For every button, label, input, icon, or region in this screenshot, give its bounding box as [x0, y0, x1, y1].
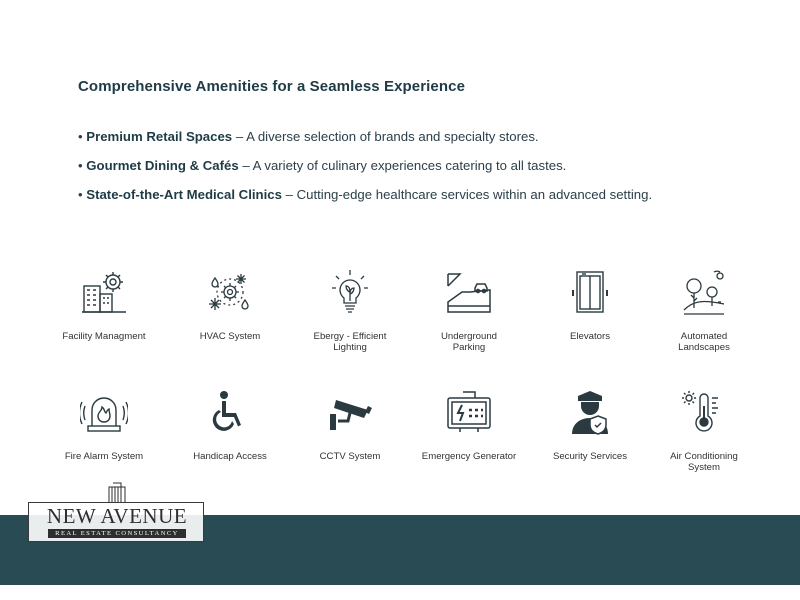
amenity-elevators [530, 268, 650, 342]
amenity-label: CCTV System [319, 451, 381, 462]
amenity-label: Elevators [570, 331, 610, 342]
amenity-label: Handicap Access [193, 451, 267, 462]
feature-item: • State-of-the-Art Medical Clinics – Cutting-edge healthcare services within an advanced setting. [78, 187, 653, 202]
amenity-label: Fire Alarm System [64, 451, 144, 462]
amenity-fire-alarm [44, 388, 164, 462]
feature-title: Premium Retail Spaces [86, 129, 233, 144]
amenity-security [530, 388, 650, 462]
feature-list [78, 128, 652, 215]
feature-item: • Premium Retail Spaces – A diverse selection of brands and specialty stores. [78, 129, 539, 144]
feature-desc: – A diverse selection of brands and specialty stores. [232, 129, 539, 144]
hvac-icon [206, 268, 254, 316]
generator-icon [445, 388, 493, 436]
amenity-facility-management [44, 268, 164, 342]
amenity-label: HVAC System [199, 331, 261, 342]
amenity-label: Facility Managment [62, 331, 146, 342]
amenity-label: Automated Landscapes [678, 331, 730, 353]
fire-alarm-icon [80, 388, 128, 436]
page-heading: Comprehensive Amenities for a Seamless Experience [78, 78, 466, 95]
amenity-label: Ebergy - Efficient Lighting [313, 331, 387, 353]
amenity-air-conditioning [644, 388, 764, 473]
amenity-label: Emergency Generator [421, 451, 517, 462]
cctv-icon [326, 388, 374, 436]
footer-bottom-strip [0, 585, 800, 600]
amenity-cctv [290, 388, 410, 462]
feature-item: • Gourmet Dining & Cafés – A variety of culinary experiences catering to all tastes. [78, 158, 567, 173]
amenity-label: Security Services [552, 451, 628, 462]
logo-name: NEW AVENUE [46, 504, 188, 528]
amenity-generator [409, 388, 529, 462]
feature-desc: – Cutting-edge healthcare services within an advanced setting. [281, 187, 653, 202]
thermometer-icon [680, 388, 728, 436]
feature-title: Gourmet Dining & Cafés [86, 158, 239, 173]
new-avenue-logo [28, 481, 206, 543]
security-guard-icon [566, 388, 614, 436]
parking-icon [445, 268, 493, 316]
amenity-landscapes [644, 268, 764, 353]
feature-title: State-of-the-Art Medical Clinics [86, 187, 282, 202]
amenity-handicap [170, 388, 290, 462]
amenity-parking [409, 268, 529, 353]
amenity-label: Underground Parking [440, 331, 497, 353]
lightbulb-icon [326, 268, 374, 316]
building-logo-icon [106, 481, 128, 503]
logo-tagline: REAL ESTATE CONSULTANCY [48, 529, 186, 538]
landscape-icon [680, 268, 728, 316]
amenity-hvac [170, 268, 290, 342]
wheelchair-icon [206, 388, 254, 436]
amenity-label: Air Conditioning System [670, 451, 738, 473]
amenity-lighting [290, 268, 410, 353]
elevator-icon [566, 268, 614, 316]
facility-management-icon [80, 268, 128, 316]
feature-desc: – A variety of culinary experiences catering to all tastes. [238, 158, 567, 173]
